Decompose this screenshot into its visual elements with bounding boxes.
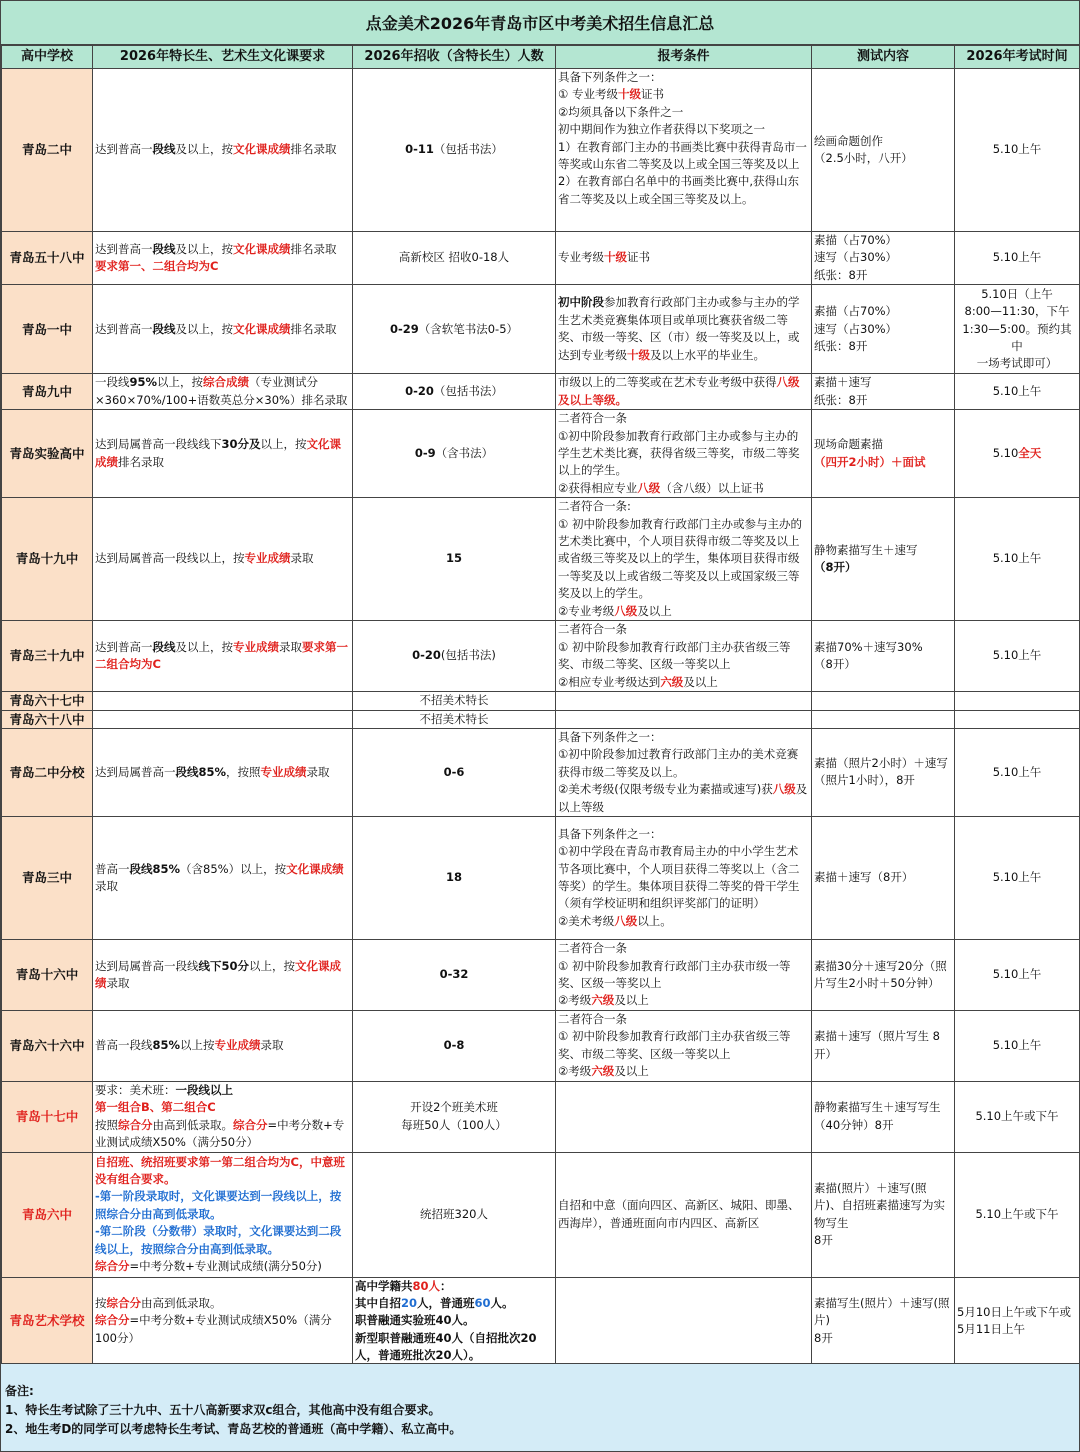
- culture-requirement: 达到局属普高一段线85%，按照专业成绩录取: [93, 728, 353, 816]
- col-header-count: 2026年招收（含特长生）人数: [353, 46, 556, 69]
- culture-requirement: 达到普高一段线及以上，按文化课成绩排名录取 要求第一、二组合均为C: [93, 232, 353, 285]
- exam-time: 5.10上午: [955, 621, 1080, 692]
- culture-requirement: 普高一段线85%（含85%）以上，按文化课成绩录取: [93, 816, 353, 939]
- enrollment-count: 0-8: [353, 1010, 556, 1081]
- exam-time: 5月10日上午或下午或 5月11日上午: [955, 1277, 1080, 1365]
- school-name: 青岛六中: [2, 1152, 93, 1277]
- test-content: 素描（照片2小时）＋速写（照片1小时），8开: [812, 728, 955, 816]
- culture-requirement: 达到普高一段线及以上，按文化课成绩排名录取: [93, 285, 353, 374]
- apply-conditions: 具备下列条件之一： ① 专业考级十级证书 ②均须具备以下条件之一 初中期间作为独立作者获得以下奖项之一 1）在教育部门主办的书画类比赛中获得青岛市一等奖或山东省二等奖及以上或全国三等奖及以上 2）在教育部白名单中的书画类比赛中,获得山东省二等奖及以上或全国三等奖及以上。: [556, 69, 812, 232]
- culture-requirement: 达到局属普高一段线以上，按专业成绩录取: [93, 498, 353, 621]
- exam-time: 5.10上午: [955, 232, 1080, 285]
- table-row: [2, 939, 1080, 1010]
- apply-conditions: 专业考级十级证书: [556, 232, 812, 285]
- col-header-requirement: 2026年特长生、艺术生文化课要求: [93, 46, 353, 69]
- enrollment-count: 开设2个班美术班 每班50人（100人）: [353, 1081, 556, 1152]
- enrollment-count: 高中学籍共80人： 其中自招20人，普通班60人。 职普融通实验班40人。 新型职普融通班40人（自招批次20人，普通班批次20人）。: [353, 1277, 556, 1365]
- table-row: [2, 1010, 1080, 1081]
- exam-time: 5.10全天: [955, 410, 1080, 498]
- apply-conditions: 初中阶段参加教育行政部门主办或参与主办的学生艺术类竞赛集体项目或单项比赛获省级二等奖、市级一等奖、区（市）级一等奖及以上，或达到专业考级十级及以上水平的毕业生。: [556, 285, 812, 374]
- culture-requirement: 普高一段线85%以上按专业成绩录取: [93, 1010, 353, 1081]
- test-content: 素描（占70%） 速写（占30%） 纸张：8开: [812, 232, 955, 285]
- note-item: 1、特长生考试除了三十九中、五十八高新要求双c组合，其他高中没有组合要求。: [5, 1403, 441, 1417]
- header-row: [2, 46, 1080, 69]
- exam-time: 5.10上午或下午: [955, 1152, 1080, 1277]
- school-name: 青岛二中: [2, 69, 93, 232]
- test-content: 素描70%＋速写30% （8开）: [812, 621, 955, 692]
- apply-conditions: 二者符合一条 ①初中阶段参加教育行政部门主办或参与主办的学生艺术类比赛，获得省级三等奖，市级二等奖以上的学生。 ②获得相应专业八级（含八级）以上证书: [556, 410, 812, 498]
- table-row: [2, 498, 1080, 621]
- enrollment-count: 18: [353, 816, 556, 939]
- culture-requirement: 要求：美术班：一段线以上 第一组合B、第二组合C 按照综合分由高到低录取。综合分=中考分数+专业测试成绩X50%（满分50分）: [93, 1081, 353, 1152]
- col-header-conditions: 报考条件: [556, 46, 812, 69]
- apply-conditions: 具备下列条件之一： ①初中学段在青岛市教育局主办的中小学生艺术节各项比赛中，个人项目获得二等奖以上（含二等奖）的学生。集体项目获得二等奖的骨干学生（须有学校证明和组织评奖部门的证明） ②美术考级八级以上。: [556, 816, 812, 939]
- school-name: 青岛十九中: [2, 498, 93, 621]
- test-content: 素描(照片）＋速写(照片)、自招班素描速写为实物写生 8开: [812, 1152, 955, 1277]
- table-row: [2, 1277, 1080, 1365]
- table-row: [2, 69, 1080, 232]
- exam-time: 5.10上午: [955, 1010, 1080, 1081]
- culture-requirement: 达到普高一段线及以上，按文化课成绩排名录取: [93, 69, 353, 232]
- table-row: [2, 1152, 1080, 1277]
- test-content: 素描写生(照片）＋速写(照片) 8开: [812, 1277, 955, 1365]
- col-header-time: 2026年考试时间: [955, 46, 1080, 69]
- apply-conditions: 二者符合一条 ① 初中阶段参加教育行政部门主办获省级三等奖、市级二等奖、区级一等奖以上 ②考级六级及以上: [556, 1010, 812, 1081]
- table-row: [2, 232, 1080, 285]
- exam-time: 5.10上午: [955, 939, 1080, 1010]
- exam-time: 5.10上午: [955, 816, 1080, 939]
- apply-conditions: [556, 1081, 812, 1152]
- school-name: 青岛九中: [2, 374, 93, 410]
- exam-time: 5.10日（上午 8:00—11:30，下午 1:30—5:00。预约其中 一场考试即可）: [955, 285, 1080, 374]
- test-content: 素描＋速写 纸张：8开: [812, 374, 955, 410]
- school-name: 青岛一中: [2, 285, 93, 374]
- no-recruit-note: 不招美术特长: [353, 710, 556, 728]
- notes-section: [1, 1363, 1079, 1451]
- table-row: [2, 1081, 1080, 1152]
- exam-time: 5.10上午: [955, 728, 1080, 816]
- test-content: 绘画命题创作 （2.5小时，八开）: [812, 69, 955, 232]
- school-name: 青岛三中: [2, 816, 93, 939]
- table-row: [2, 285, 1080, 374]
- test-content: 静物素描写生＋速写写生（40分钟）8开: [812, 1081, 955, 1152]
- table-row: [2, 692, 1080, 710]
- enrollment-count: 15: [353, 498, 556, 621]
- enrollment-count: 0-29（含软笔书法0-5）: [353, 285, 556, 374]
- culture-requirement: 一段线95%以上，按综合成绩（专业测试分×360×70%/100+语数英总分×30%）排名录取: [93, 374, 353, 410]
- apply-conditions: [556, 1277, 812, 1365]
- exam-time: 5.10上午: [955, 498, 1080, 621]
- culture-requirement: 达到局属普高一段线线下30分及以上，按文化课成绩排名录取: [93, 410, 353, 498]
- test-content: 素描＋速写（照片写生 8开）: [812, 1010, 955, 1081]
- enrollment-count: 0-9（含书法）: [353, 410, 556, 498]
- enrollment-count: 0-6: [353, 728, 556, 816]
- test-content: 现场命题素描 （四开2小时）＋面试: [812, 410, 955, 498]
- exam-time: 5.10上午: [955, 69, 1080, 232]
- no-recruit-note: 不招美术特长: [353, 692, 556, 710]
- col-header-test: 测试内容: [812, 46, 955, 69]
- note-item: 2、地生考D的同学可以考虑特长生考试、青岛艺校的普通班（高中学籍）、私立高中。: [5, 1422, 462, 1436]
- school-name: 青岛三十九中: [2, 621, 93, 692]
- culture-requirement: 达到普高一段线及以上，按专业成绩录取要求第一二组合均为C: [93, 621, 353, 692]
- apply-conditions: 二者符合一条 ① 初中阶段参加教育行政部门主办获省级三等奖、市级二等奖、区级一等奖以上 ②相应专业考级达到六级及以上: [556, 621, 812, 692]
- test-content: 素描30分＋速写20分（照片写生2小时＋50分钟）: [812, 939, 955, 1010]
- culture-requirement: 按综合分由高到低录取。 综合分=中考分数+专业测试成绩X50%（满分100分）: [93, 1277, 353, 1365]
- school-name: 青岛六十六中: [2, 1010, 93, 1081]
- notes-label: 备注:: [5, 1384, 34, 1398]
- table-row: [2, 728, 1080, 816]
- table-row: [2, 816, 1080, 939]
- col-header-school: 高中学校: [2, 46, 93, 69]
- school-name: 青岛二中分校: [2, 728, 93, 816]
- test-content: 静物素描写生＋速写 （8开）: [812, 498, 955, 621]
- test-content: 素描＋速写（8开）: [812, 816, 955, 939]
- culture-requirement: 自招班、统招班要求第一第二组合均为C，中意班没有组合要求。 -第一阶段录取时，文化课要达到一段线以上，按照综合分由高到低录取。 -第二阶段（分数带）录取时，文化课要达到二段线以上，按照综合分由高到低录取。 综合分=中考分数+专业测试成绩(满分50分): [93, 1152, 353, 1277]
- school-name: 青岛十七中: [2, 1081, 93, 1152]
- table-row: [2, 710, 1080, 728]
- apply-conditions: 具备下列条件之一： ①初中阶段参加过教育行政部门主办的美术竞赛获得市级二等奖及以上。 ②美术考级(仅限考级专业为素描或速写)获八级及以上等级: [556, 728, 812, 816]
- table-row: [2, 374, 1080, 410]
- sheet-title: 点金美术2026年青岛市区中考美术招生信息汇总: [1, 1, 1079, 45]
- apply-conditions: 二者符合一条 ① 初中阶段参加教育行政部门主办获市级一等奖、区级一等奖以上 ②考级六级及以上: [556, 939, 812, 1010]
- admission-table: [1, 45, 1080, 1366]
- school-name: 青岛六十八中: [2, 710, 93, 728]
- school-name: 青岛五十八中: [2, 232, 93, 285]
- apply-conditions: 二者符合一条: ① 初中阶段参加教育行政部门主办或参与主办的艺术类比赛中，个人项目获得市级二等奖及以上或省级三等奖及以上的学生，集体项目获得市级一等奖及以上或省级二等奖及以上或国家级三等奖及以上的学生。 ②专业考级八级及以上: [556, 498, 812, 621]
- apply-conditions: 市级以上的二等奖或在艺术专业考级中获得八级及以上等级。: [556, 374, 812, 410]
- table-row: [2, 621, 1080, 692]
- enrollment-count: 0-20(包括书法): [353, 621, 556, 692]
- enrollment-count: 高新校区 招收0-18人: [353, 232, 556, 285]
- school-name: 青岛实验高中: [2, 410, 93, 498]
- school-name: 青岛艺术学校: [2, 1277, 93, 1365]
- apply-conditions: 自招和中意（面向四区、高新区、城阳、即墨、西海岸），普通班面向市内四区、高新区: [556, 1152, 812, 1277]
- enrollment-count: 0-32: [353, 939, 556, 1010]
- exam-time: 5.10上午: [955, 374, 1080, 410]
- test-content: 素描（占70%） 速写（占30%） 纸张：8开: [812, 285, 955, 374]
- table-row: [2, 410, 1080, 498]
- school-name: 青岛十六中: [2, 939, 93, 1010]
- enrollment-count: 0-20（包括书法）: [353, 374, 556, 410]
- enrollment-count: 0-11（包括书法）: [353, 69, 556, 232]
- exam-time: 5.10上午或下午: [955, 1081, 1080, 1152]
- school-name: 青岛六十七中: [2, 692, 93, 710]
- enrollment-count: 统招班320人: [353, 1152, 556, 1277]
- culture-requirement: 达到局属普高一段线线下50分以上，按文化课成绩录取: [93, 939, 353, 1010]
